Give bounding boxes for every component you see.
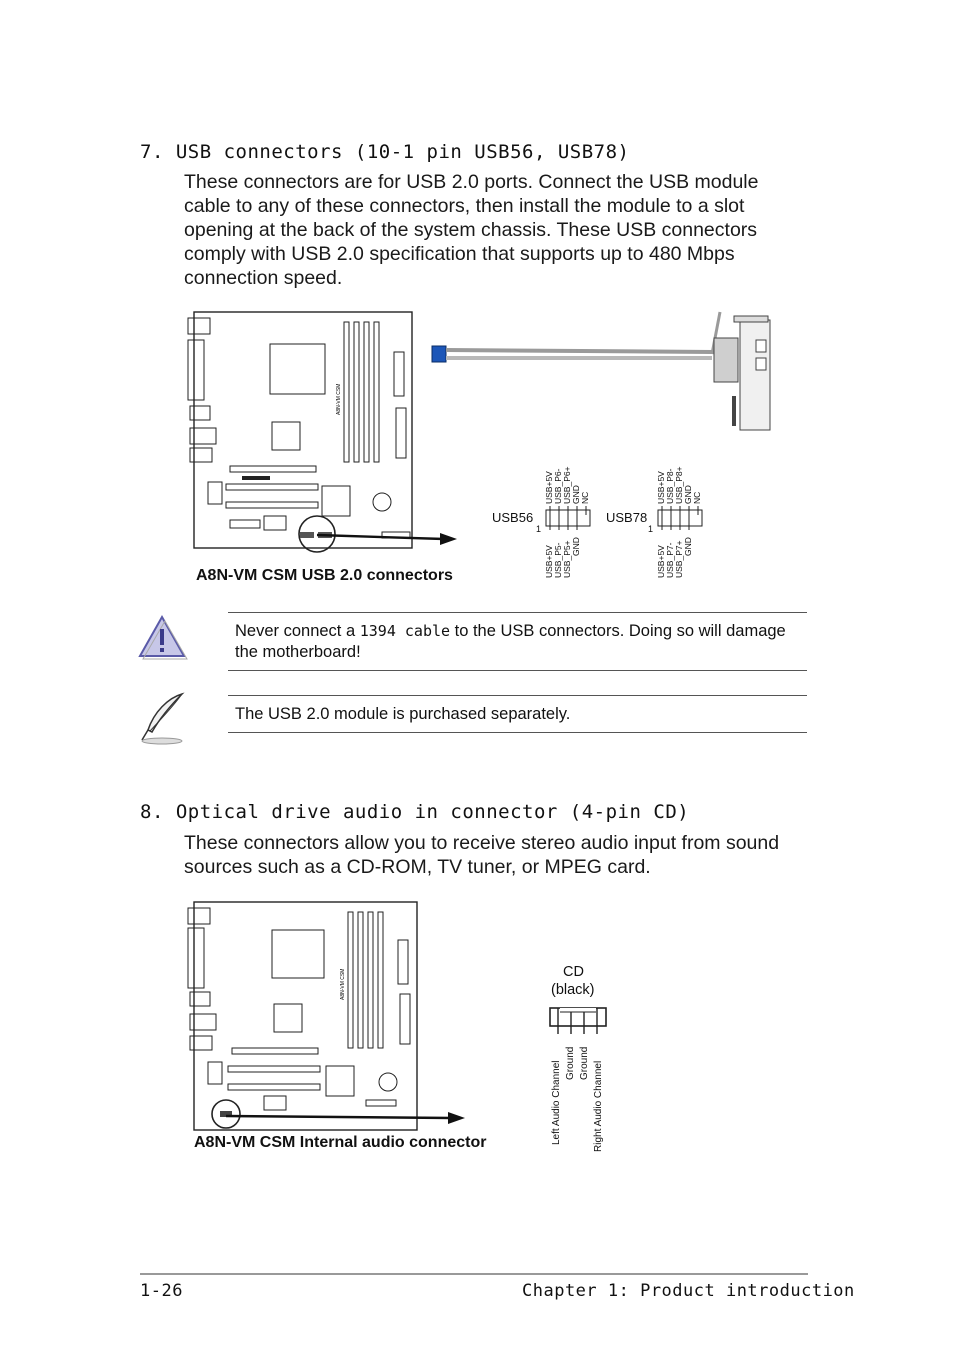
usb78-bottom-pin: USB+5V xyxy=(656,545,666,578)
usb-figure xyxy=(182,310,782,600)
usb78-top-pin: USB_P8- xyxy=(665,468,675,504)
page-number: 1-26 xyxy=(140,1281,183,1301)
usb78-top-pin: USB_P8+ xyxy=(674,466,684,504)
warning-triangle-icon xyxy=(138,614,190,660)
note-bottom-rule xyxy=(228,732,807,733)
warning-bottom-rule xyxy=(228,670,807,671)
section-8-heading: 8. Optical drive audio in connector (4-pin CD) xyxy=(140,801,690,823)
cd-color-label: (black) xyxy=(551,982,595,998)
footer-rule xyxy=(140,1273,808,1275)
usb78-header xyxy=(658,506,702,530)
cd-pin: Ground xyxy=(565,1046,576,1080)
cd-header xyxy=(550,1008,606,1034)
note-top-rule xyxy=(228,695,807,696)
usb78-pin1: 1 xyxy=(648,524,654,534)
usb56-label: USB56 xyxy=(492,510,534,525)
feather-quill-icon xyxy=(138,690,186,746)
cd-pin: Ground xyxy=(579,1046,590,1080)
usb56-top-pin: GND xyxy=(571,485,581,504)
note-text: The USB 2.0 module is purchased separately. xyxy=(235,705,571,723)
cd-pin: Right Audio Channel xyxy=(593,1060,604,1152)
section-8-body: These connectors allow you to receive stereo audio input from sound sources such as a CD-ROM, TV tuner, or MPEG card. xyxy=(184,832,780,878)
usb56-pin1: 1 xyxy=(536,524,542,534)
usb56-bottom-pin: USB_P5+ xyxy=(562,540,572,578)
usb56-bottom-pin: USB_P5- xyxy=(553,542,563,578)
usb78-top-pin: USB+5V xyxy=(656,471,666,504)
usb56-top-pin: USB_P6+ xyxy=(562,466,572,504)
cd-figure xyxy=(182,900,622,1160)
usb78-top-pin: NC xyxy=(692,491,702,504)
warning-text: Never connect a 1394 cable to the USB connectors. Doing so will damage the motherboard! xyxy=(235,622,786,661)
usb56-top-pin: USB+5V xyxy=(544,471,554,504)
cd-pin: Left Audio Channel xyxy=(551,1060,562,1145)
chapter-title: Chapter 1: Product introduction xyxy=(522,1281,855,1301)
section-7-body: These connectors are for USB 2.0 ports. Connect the USB module cable to any of these connectors, then install the module to a slot opening at the back of the system chassis. These USB connectors comply with USB 2.0 specification that supports up to 480 Mbps connection speed. xyxy=(184,171,759,289)
usb78-top-pin: GND xyxy=(683,485,693,504)
board-label-1: A8N-VM CSM xyxy=(336,383,342,415)
usb-figure-caption: A8N-VM CSM USB 2.0 connectors xyxy=(196,567,453,584)
usb56-bottom-pin: USB+5V xyxy=(544,545,554,578)
warning-top-rule xyxy=(228,612,807,613)
section-7-heading: 7. USB connectors (10-1 pin USB56, USB78) xyxy=(140,141,630,163)
cd-label: CD xyxy=(563,964,584,980)
usb-figure-drawing xyxy=(182,310,782,600)
usb56-top-pin: USB_P6- xyxy=(553,468,563,504)
cd-figure-caption: A8N-VM CSM Internal audio connector xyxy=(194,1134,487,1151)
usb78-bottom-pin: USB_P7- xyxy=(665,542,675,578)
usb56-header xyxy=(546,506,590,530)
usb56-top-pin: NC xyxy=(580,491,590,504)
usb56-bottom-pin: GND xyxy=(571,537,581,556)
usb78-label: USB78 xyxy=(606,510,648,525)
usb78-bottom-pin: USB_P7+ xyxy=(674,540,684,578)
board-label-2: A8N-VM CSM xyxy=(340,968,346,1000)
usb78-bottom-pin: GND xyxy=(683,537,693,556)
